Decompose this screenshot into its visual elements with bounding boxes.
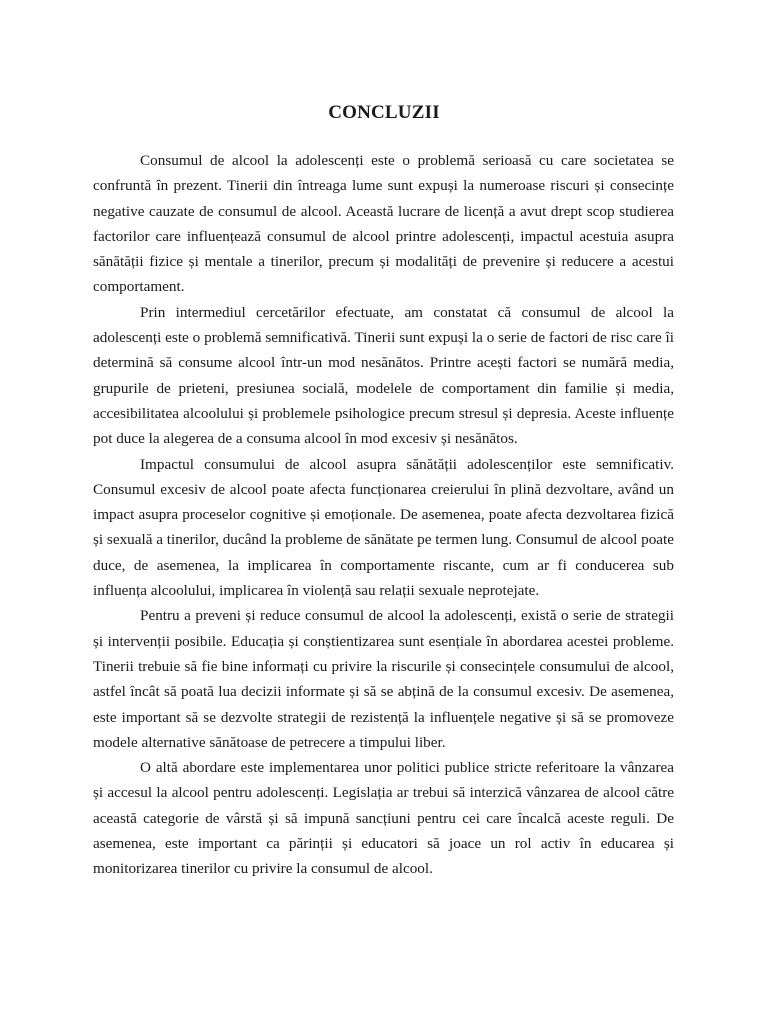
paragraph-5: O altă abordare este implementarea unor politici publice stricte referitoare la vânzarea și accesul la alcool pentru adolescenți. Legislația ar trebui să interzică vânzarea de alcool către această categorie de vârstă și să impună sancțiuni pentru cei care încalcă aceste reguli. De asemenea, este important ca părinții și educatori să joace un rol activ în educarea și monitorizarea tinerilor cu privire la consumul de alcool. [93,759,674,878]
paragraph-2: Prin intermediul cercetărilor efectuate, am constatat că consumul de alcool la adolescenți este o problemă semnificativă. Tinerii sunt expuși la o serie de factori de risc care îi determină să consume alcool într-un mod nesănătos. Printre acești factori se numără media, grupurile de prieteni, presiunea socială, modelele de comportament din familie și media, accesibilitatea alcoolului și problemele psihologice precum stresul și depresia. Aceste influențe pot duce la alegerea de a consuma alcool în mod excesiv și nesănătos. [93,303,674,448]
paragraph-1: Consumul de alcool la adolescenți este o problemă serioasă cu care societatea se confruntă în prezent. Tinerii din întreaga lume sunt expuși la numeroase riscuri și consecințe negative cauzate de consumul de alcool. Această lucrare de licență a avut drept scop studierea factorilor care influențează consumul de alcool printre adolescenți, impactul acestuia asupra sănătății fizice și mentale a tinerilor, precum și modalități de prevenire și reducere a acestui comportament. [93,152,674,296]
paragraph-3: Impactul consumului de alcool asupra sănătății adolescenților este semnificativ. Consumul excesiv de alcool poate afecta funcționarea creierului în plină dezvoltare, având un impact asupra proceselor cognitive și emoționale. De asemenea, poate afecta dezvoltarea fizică și sexuală a tinerilor, ducând la probleme de sănătate pe termen lung. Consumul de alcool poate duce, de asemenea, la implicarea în comportamente riscante, cum ar fi conducerea sub influența alcoolului, implicarea în violență sau relații sexuale neprotejate. [93,455,674,600]
page-title: CONCLUZII [328,101,440,123]
document-body [93,148,674,882]
paragraph-4: Pentru a preveni și reduce consumul de alcool la adolescenți, există o serie de strategii și intervenții posibile. Educația și conștientizarea sunt esențiale în abordarea acestei probleme. Tinerii trebuie să fie bine informați cu privire la riscurile și consecințele consumului de alcool, astfel încât să poată lua decizii informate și să se abțină de la consumul excesiv. De asemenea, este important să se dezvolte strategii de rezistență la influențele negative și să se promoveze modele alternative sănătoase de petrecere a timpului liber. [93,607,674,751]
